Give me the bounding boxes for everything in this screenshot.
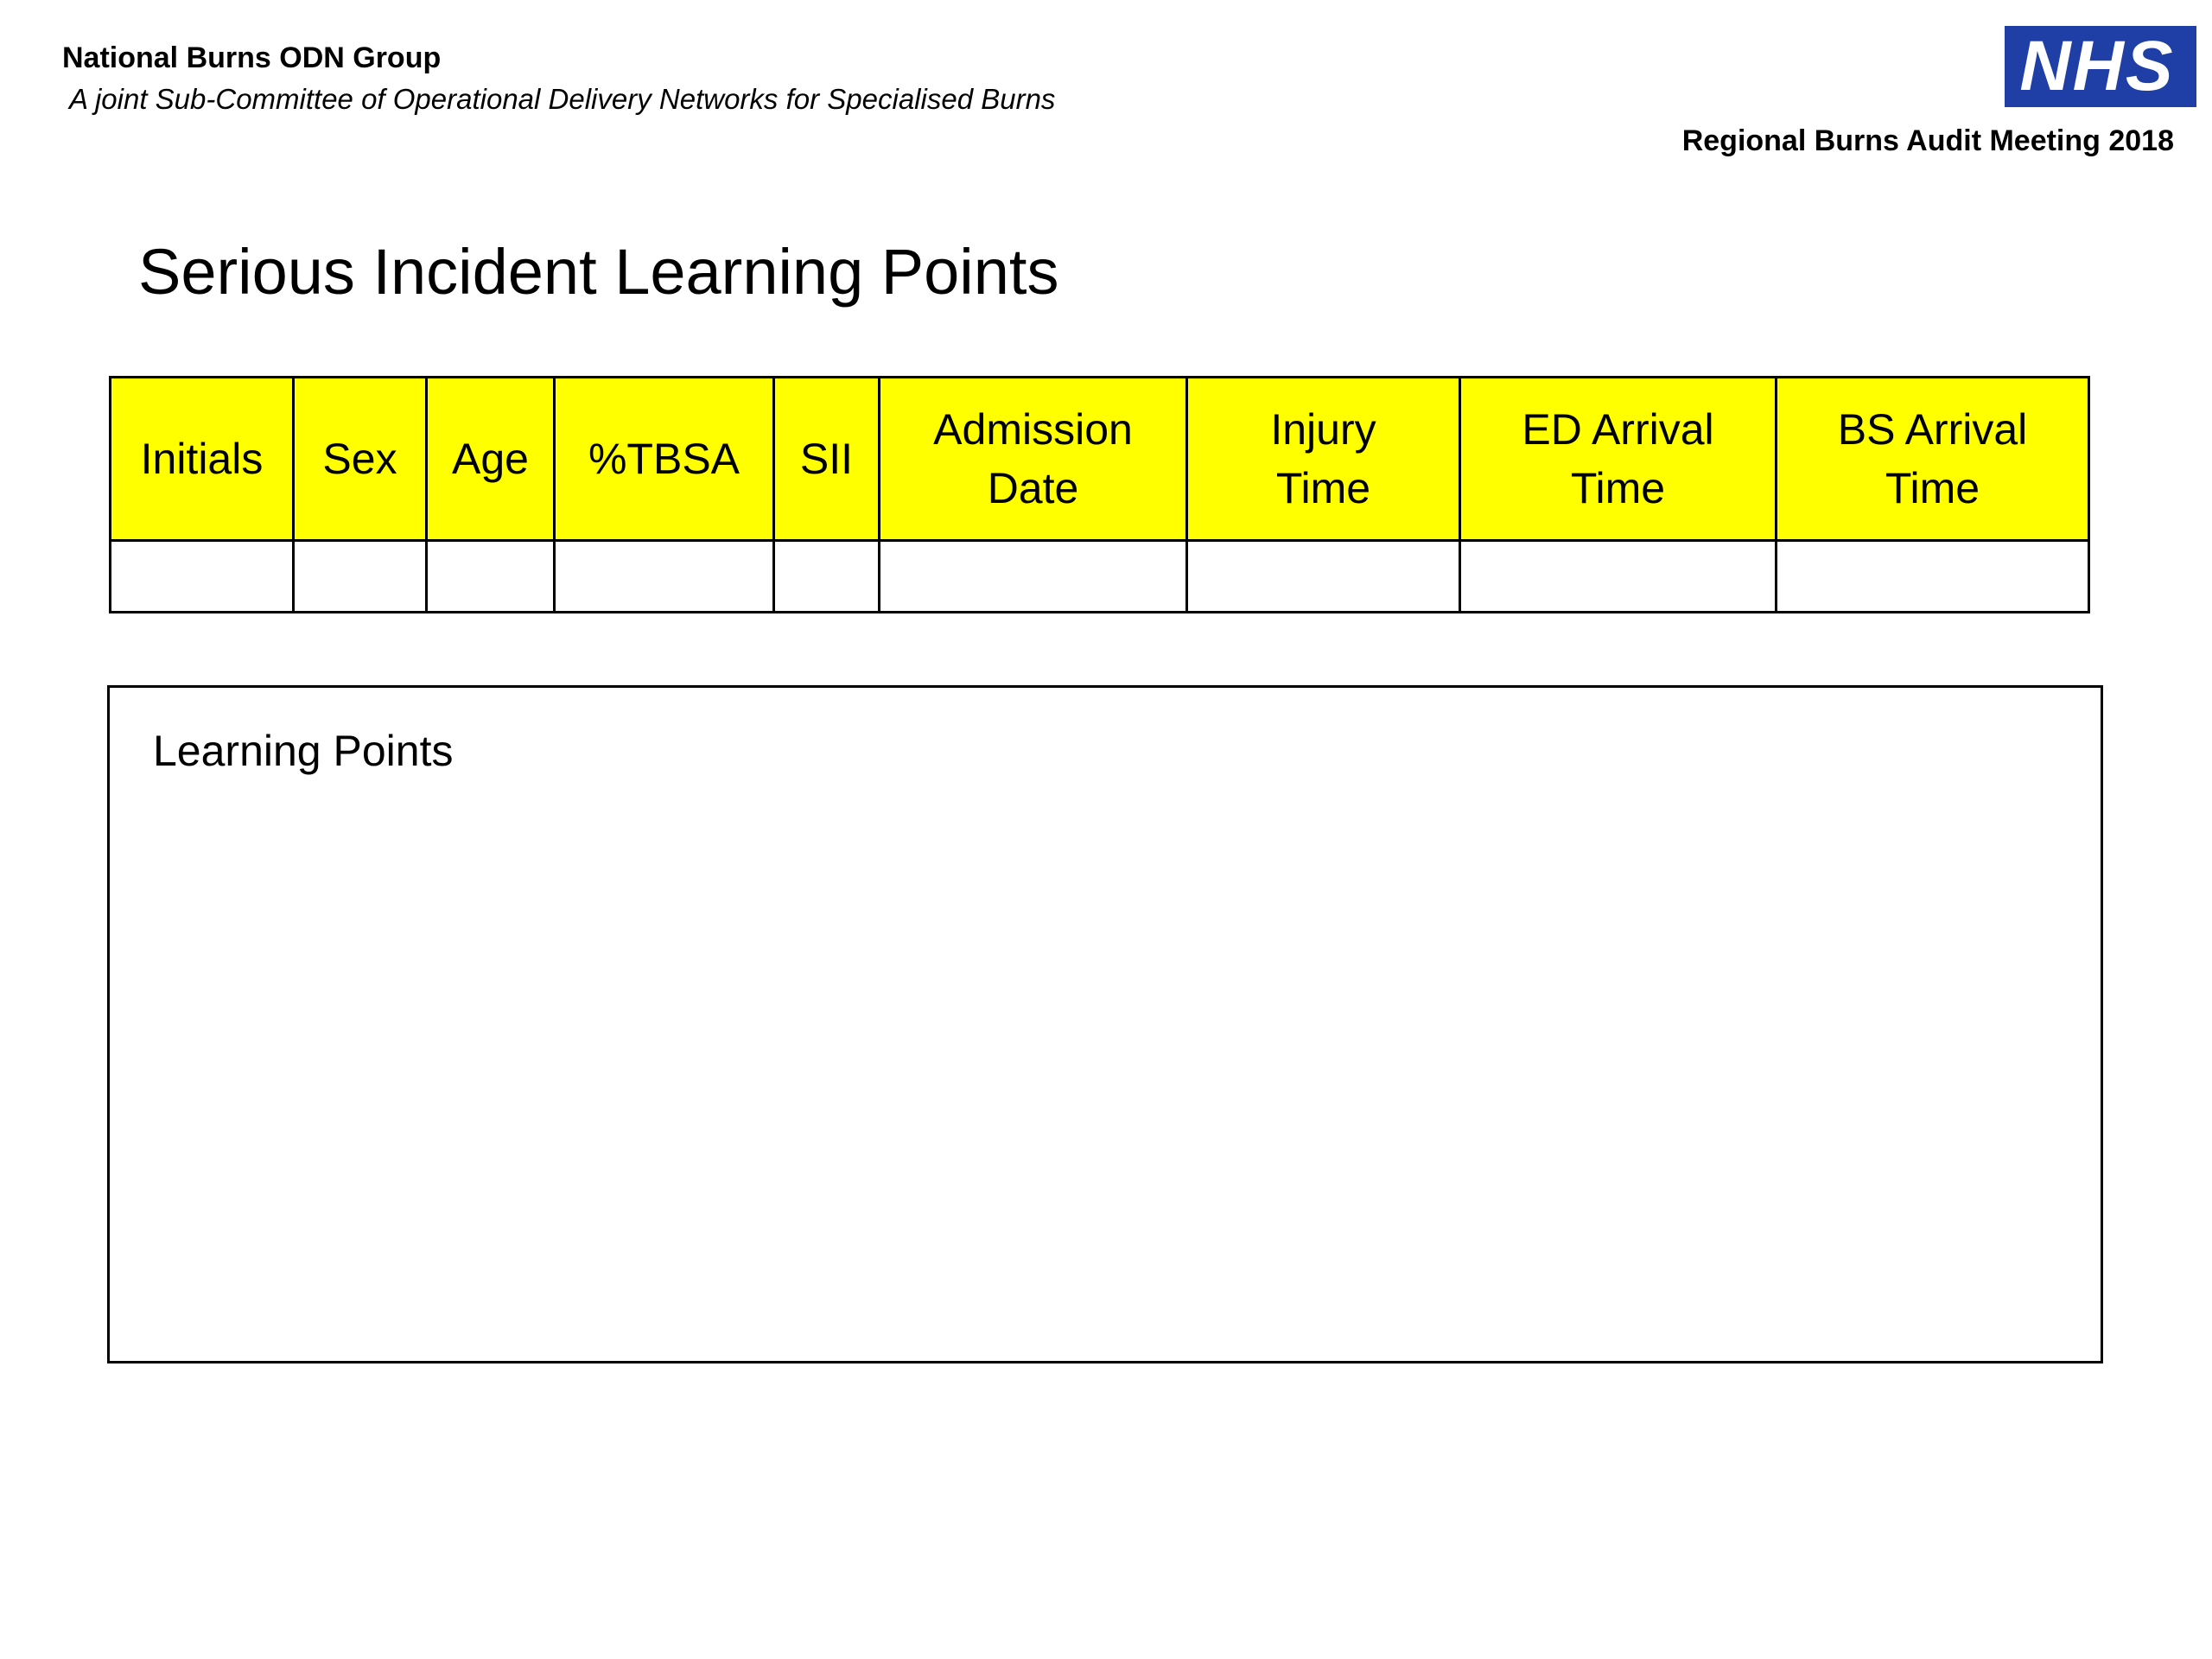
cell-injury-time[interactable] xyxy=(1187,541,1460,613)
meeting-title: Regional Burns Audit Meeting 2018 xyxy=(1681,124,2174,157)
cell-age[interactable] xyxy=(427,541,555,613)
cell-tbsa[interactable] xyxy=(555,541,774,613)
column-header-admission-date: Admission Date xyxy=(880,378,1187,541)
column-header-injury-time: Injury Time xyxy=(1187,378,1460,541)
column-header-sii: SII xyxy=(774,378,880,541)
table-header-row xyxy=(111,378,2089,541)
cell-sii[interactable] xyxy=(774,541,880,613)
column-header-sex: Sex xyxy=(294,378,427,541)
learning-points-box[interactable] xyxy=(107,685,2103,1363)
column-header-tbsa: %TBSA xyxy=(555,378,774,541)
nhs-logo: NHS xyxy=(2005,26,2196,107)
table-row xyxy=(111,541,2089,613)
learning-points-label: Learning Points xyxy=(153,727,454,775)
column-header-age: Age xyxy=(427,378,555,541)
org-subtitle: A joint Sub-Committee of Operational Delivery Networks for Specialised Burns xyxy=(69,83,1056,115)
incident-details-table xyxy=(109,376,2090,613)
column-header-bs-arrival-time: BS Arrival Time xyxy=(1777,378,2089,541)
org-name: National Burns ODN Group xyxy=(62,41,442,74)
page-title: Serious Incident Learning Points xyxy=(138,236,1059,308)
cell-initials[interactable] xyxy=(111,541,294,613)
cell-ed-arrival-time[interactable] xyxy=(1460,541,1777,613)
column-header-ed-arrival-time: ED Arrival Time xyxy=(1460,378,1777,541)
cell-bs-arrival-time[interactable] xyxy=(1777,541,2089,613)
column-header-initials: Initials xyxy=(111,378,294,541)
cell-admission-date[interactable] xyxy=(880,541,1187,613)
cell-sex[interactable] xyxy=(294,541,427,613)
